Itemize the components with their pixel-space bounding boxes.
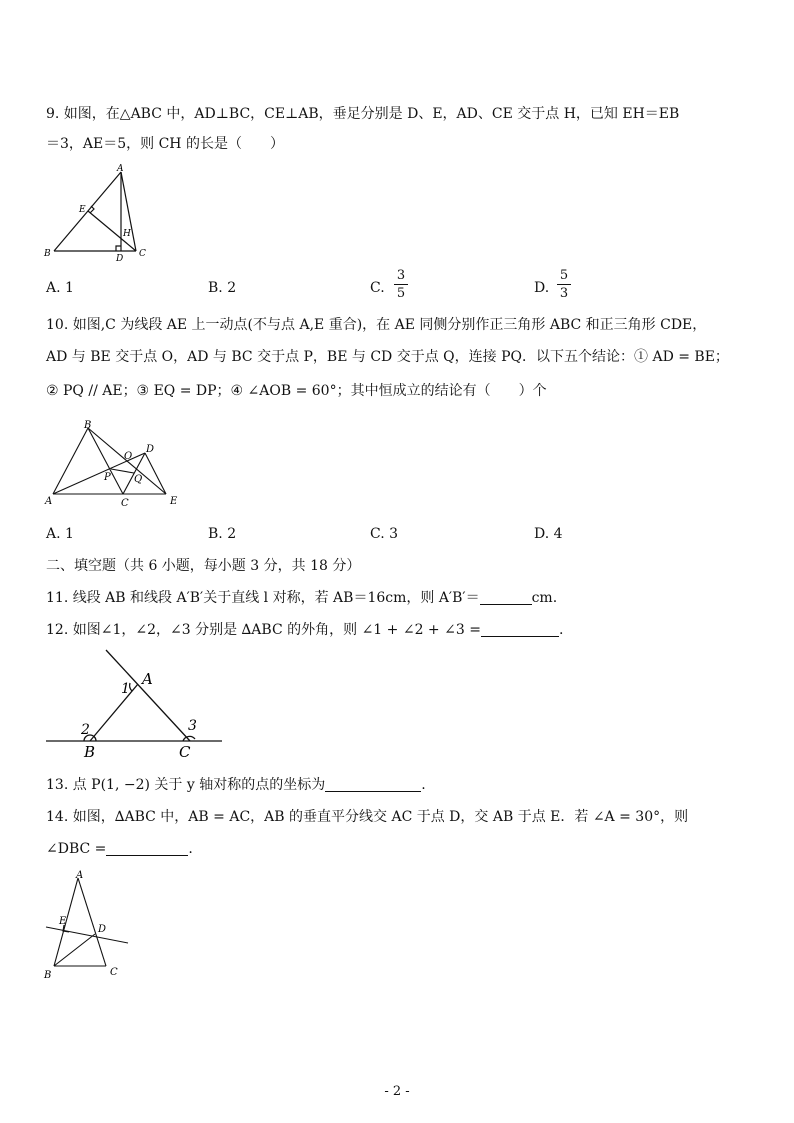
q14-label-e: E bbox=[59, 916, 67, 927]
q14-stem-line2: ∠DBC = bbox=[46, 841, 107, 857]
q10-label-p: P bbox=[104, 472, 111, 483]
q12-label-angle3: 3 bbox=[188, 718, 197, 734]
q12-label-c: C bbox=[179, 743, 191, 761]
q10-label-o: O bbox=[124, 451, 133, 462]
page-number: - 2 - bbox=[384, 1084, 410, 1099]
q9-option-b[interactable]: B. 2 bbox=[208, 280, 237, 296]
q10-stem-line2: AD 与 BE 交于点 O，AD 与 BC 交于点 P，BE 与 CD 交于点 Q，连接 PQ．以下五个结论：① AD = BE； bbox=[46, 349, 729, 365]
q9-option-c-numerator: 3 bbox=[396, 268, 406, 283]
q9-option-c[interactable]: C. bbox=[370, 280, 385, 296]
q9-label-a: A bbox=[117, 164, 124, 174]
q9-label-c: C bbox=[139, 249, 146, 259]
q9-option-a[interactable]: A. 1 bbox=[46, 280, 74, 296]
q12-label-b: B bbox=[84, 743, 96, 761]
q10-option-d[interactable]: D. 4 bbox=[534, 526, 563, 542]
q14-stem-line1: 14. 如图，∆ABC 中，AB = AC，AB 的垂直平分线交 AC 于点 D，交 AB 于点 E．若 ∠A = 30°，则 bbox=[46, 809, 689, 825]
q10-option-b[interactable]: B. 2 bbox=[208, 526, 237, 542]
section2-heading: 二、填空题（共 6 小题，每小题 3 分，共 18 分） bbox=[46, 558, 361, 574]
q10-label-e: E bbox=[170, 496, 178, 507]
q9-stem-line2: ＝3，AE＝5，则 CH 的长是（ ） bbox=[46, 136, 284, 152]
q14-label-d: D bbox=[98, 924, 107, 935]
q10-stem-line3: ② PQ // AE；③ EQ = DP；④ ∠AOB = 60°；其中恒成立的结论有（ ）个 bbox=[46, 383, 547, 399]
q14-label-c: C bbox=[110, 967, 118, 978]
q14-label-b: B bbox=[44, 970, 52, 981]
q9-option-d[interactable]: D. bbox=[534, 280, 550, 296]
q10-label-q: Q bbox=[134, 474, 143, 485]
q9-option-d-denominator: 3 bbox=[559, 286, 569, 301]
q9-option-c-denominator: 5 bbox=[396, 286, 406, 301]
q12-stem: 12. 如图∠1，∠2，∠3 分别是 ∆ABC 的外角，则 ∠1 + ∠2 + ∠3 = bbox=[46, 622, 481, 638]
q10-option-a[interactable]: A. 1 bbox=[46, 526, 74, 542]
q13-stem: 13. 点 P(1, −2) 关于 y 轴对称的点的坐标为 bbox=[46, 777, 326, 793]
q9-stem-line1: 9. 如图，在△ABC 中，AD⊥BC，CE⊥AB，垂足分别是 D、E，AD、CE 交于点 H，已知 EH＝EB bbox=[46, 106, 680, 122]
q14-suffix: . bbox=[188, 841, 193, 857]
q9-label-e: E bbox=[79, 205, 86, 215]
q11-suffix: cm. bbox=[531, 590, 558, 606]
q9-label-d: D bbox=[116, 254, 124, 264]
q10-stem-line1: 10. 如图,C 为线段 AE 上一动点(不与点 A,E 重合)，在 AE 同侧分别作正三角形 ABC 和正三角形 CDE， bbox=[46, 317, 707, 333]
q14-label-a: A bbox=[76, 870, 84, 881]
q12-suffix: . bbox=[558, 622, 564, 638]
q9-label-h: H bbox=[123, 229, 131, 239]
q10-label-d: D bbox=[146, 444, 155, 455]
q9-option-d-numerator: 5 bbox=[559, 268, 569, 283]
q9-label-b: B bbox=[44, 249, 51, 259]
q10-label-a: A bbox=[45, 496, 53, 507]
q13-suffix: . bbox=[421, 777, 426, 793]
q12-label-angle1: 1 bbox=[121, 681, 130, 697]
q10-label-b: B bbox=[84, 420, 92, 431]
q10-label-c: C bbox=[121, 498, 129, 509]
q10-option-c[interactable]: C. 3 bbox=[370, 526, 399, 542]
q11-stem: 11. 线段 AB 和线段 A′B′关于直线 l 对称，若 AB＝16cm，则 A′B′＝ bbox=[46, 590, 480, 606]
q12-label-angle2: 2 bbox=[81, 722, 90, 738]
q12-label-a: A bbox=[142, 670, 153, 688]
